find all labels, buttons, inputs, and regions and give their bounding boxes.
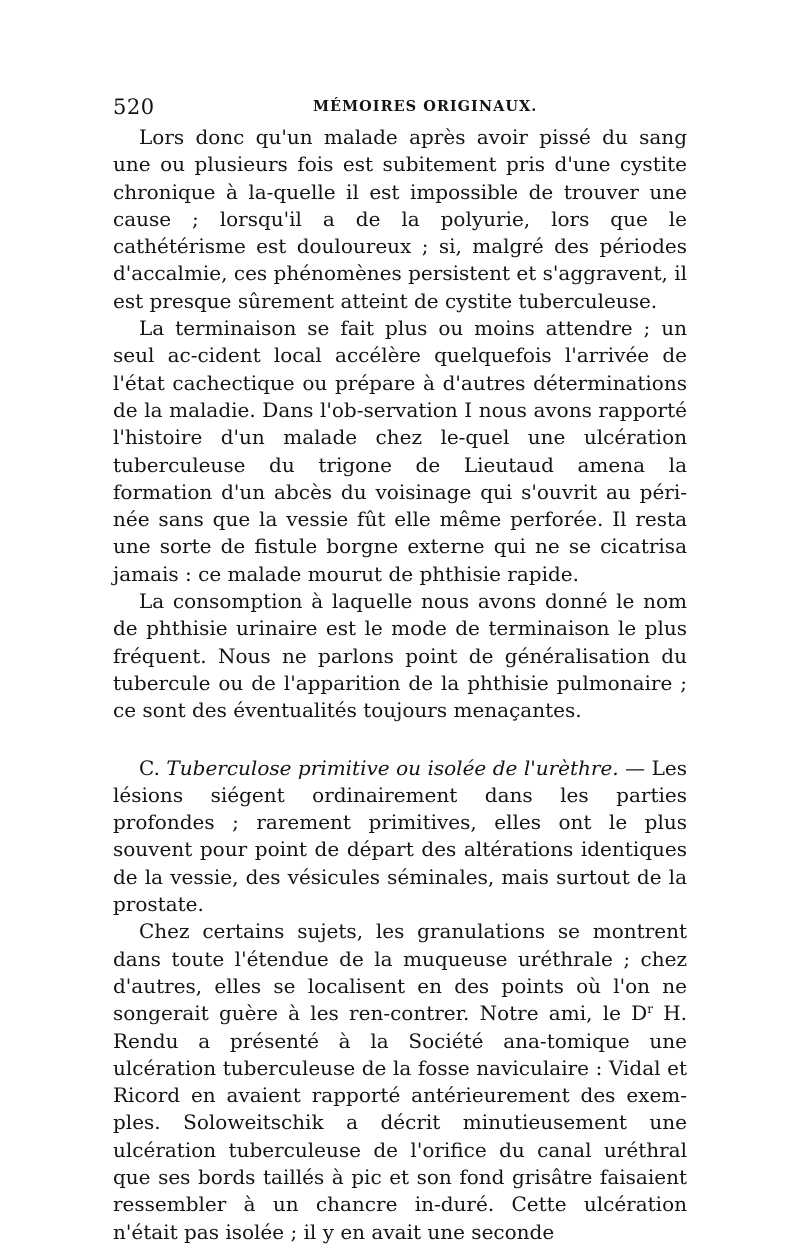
section-dash: — (625, 755, 646, 780)
running-title: MÉMOIRES ORIGINAUX. (313, 98, 538, 115)
paragraph-2: La terminaison se fait plus ou moins attendre ; un seul ac-cident local accélère quelquefois l'arrivée de l'état cachectique ou prépare à d'autres déterminations de la maladie. Dans l'ob-servation I nous avons rapporté l'histoire d'un malade chez le-quel une ulcération tuberculeuse du trigone de Lieutaud amena la formation d'un abcès du voisinage qui s'ouvrit au péri-née sans que la vessie fût elle même perforée. Il resta une sorte de fistule borgne externe qui ne se cicatrisa jamais : ce malade mourut de phthisie rapide. (113, 316, 687, 586)
section-title: Tuberculose primitive ou isolée de l'urèthre. (166, 755, 619, 780)
page-body (113, 124, 687, 1246)
paragraph-3: La consomption à laquelle nous avons donné le nom de phthisie urinaire est le mode de terminaison le plus fréquent. Nous ne parlons point de généralisation du tubercule ou de l'apparition de la phthisie pulmonaire ; ce sont des éventualités toujours menaçantes. (113, 589, 687, 723)
paragraph-5-start: Chez certains sujets, les granulations se montrent dans toute l'étendue de la muqueuse uréthrale ; chez d'autres, elles se localisent en des points où l'on ne songerait guère à les ren-contrer. Notre ami, le D (113, 919, 687, 1026)
paragraph-1: Lors donc qu'un malade après avoir pissé du sang une ou plusieurs fois est subitement pris d'une cystite chronique à la-quelle il est impossible de trouver une cause ; lorsqu'il a de la polyurie, lors que le cathétérisme est douloureux ; si, malgré des périodes d'accalmie, ces phénomènes persistent et s'aggravent, il est presque sûrement atteint de cystite tuberculeuse. (113, 125, 687, 313)
page-number: 520 (113, 95, 155, 119)
paragraph-5 (113, 918, 687, 1246)
section-label: C. (139, 755, 160, 780)
paragraph-4 (113, 755, 687, 919)
paragraph-4-text: Les lésions siégent ordinairement dans les parties profondes ; rarement primitives, elles ont le plus souvent pour point de départ des altérations identiques de la vessie, des vésicules séminales, mais surtout de la prostate. (113, 755, 687, 917)
paragraph-5-end: H. Rendu a présenté à la Société ana-tomique une ulcération tuberculeuse de la fosse naviculaire : Vidal et Ricord en avaient rapporté antérieurement des exem-ples. Soloweitschik a décrit minutieusement une ulcération tuberculeuse de l'orifice du canal uréthral que ses bords taillés à pic et son fond grisâtre faisaient ressembler à un chancre in-duré. Cette ulcération n'était pas isolée ; il y en avait une seconde (113, 1001, 688, 1244)
page-header (113, 94, 687, 120)
superscript-r: r (647, 1002, 653, 1017)
